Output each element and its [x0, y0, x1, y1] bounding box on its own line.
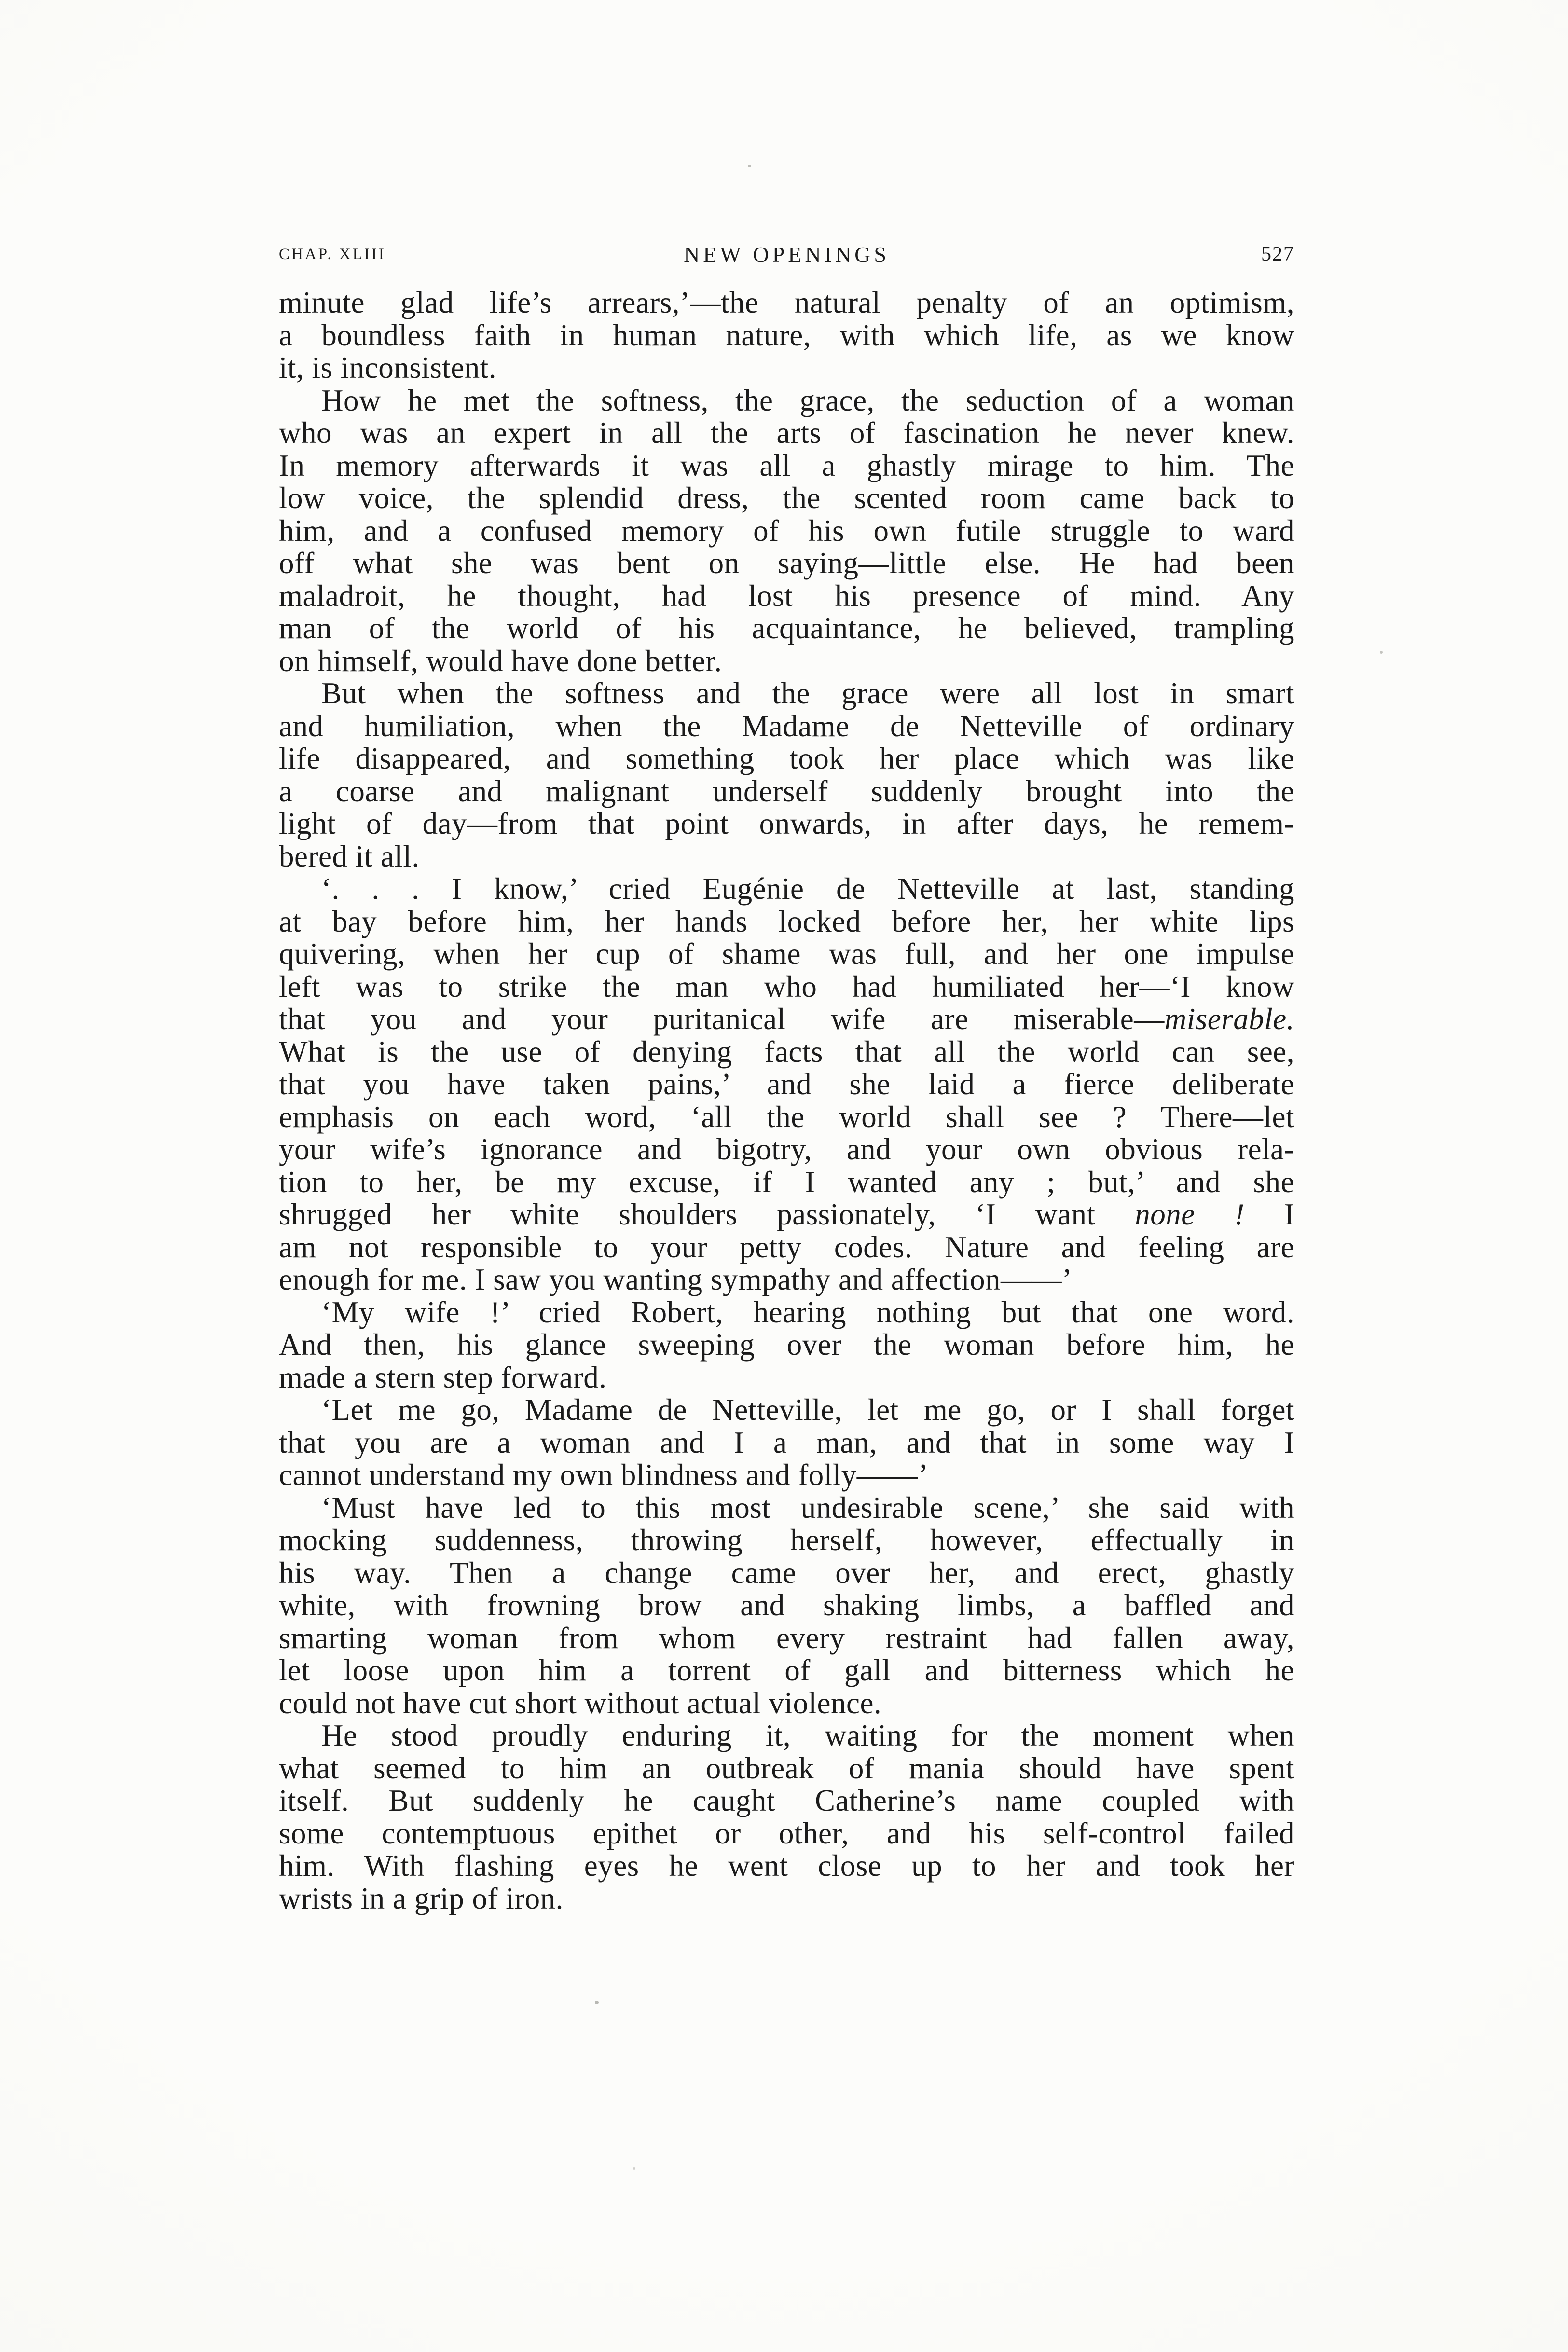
text-line: But when the softness and the grace were all lost in smart	[321, 676, 1294, 710]
text-line: ‘Let me go, Madame de Netteville, let me go, or I shall forget	[321, 1393, 1294, 1427]
text-line: that you have taken pains,’ and she laid a fierce deliberate	[279, 1067, 1294, 1101]
text-line: him. With flashing eyes he went close up to her and took her	[279, 1849, 1294, 1883]
text-line: his way. Then a change came over her, and erect, ghastly	[279, 1555, 1294, 1590]
text-line: minute glad life’s arrears,’—the natural penalty of an optimism,	[279, 286, 1294, 319]
text-line: enough for me. I saw you wanting sympathy and affection——’	[279, 1263, 1073, 1296]
text-line: maladroit, he thought, had lost his presence of mind. Any	[279, 578, 1294, 613]
text-line: at bay before him, her hands locked before her, her white lips	[279, 904, 1294, 938]
text-line: ‘My wife !’ cried Robert, hearing nothing but that one word.	[321, 1295, 1294, 1329]
paragraph	[279, 1296, 1294, 1394]
text-line: who was an expert in all the arts of fascination he never knew.	[279, 416, 1294, 450]
text-line: And then, his glance sweeping over the woman before him, he	[279, 1328, 1294, 1362]
page-number: 527	[1261, 243, 1294, 265]
text-line: it, is inconsistent.	[279, 351, 496, 385]
text-line: a boundless faith in human nature, with which life, as we know	[279, 318, 1294, 352]
text-line: quivering, when her cup of shame was full, and her one impulse	[279, 937, 1294, 971]
text-line: itself. But suddenly he caught Catherine’s name coupled with	[279, 1784, 1294, 1817]
text-line: shrugged her white shoulders passionately, ‘I want none ! I	[279, 1197, 1294, 1231]
text-line: and humiliation, when the Madame de Netteville of ordinary	[279, 709, 1294, 743]
text-line: light of day—from that point onwards, in after days, he remem-	[279, 807, 1294, 840]
text-line: What is the use of denying facts that all the world can see,	[279, 1034, 1294, 1069]
text-line: cannot understand my own blindness and folly——’	[279, 1458, 929, 1492]
text-line: bered it all.	[279, 839, 420, 873]
text-line: am not responsible to your petty codes. Nature and feeling are	[279, 1230, 1294, 1264]
text-line: How he met the softness, the grace, the seduction of a woman	[321, 383, 1294, 417]
text-line: mocking suddenness, throwing herself, however, effectually in	[279, 1523, 1294, 1557]
scan-speck-top	[748, 165, 751, 167]
text-line: what seemed to him an outbreak of mania should have spent	[279, 1751, 1294, 1785]
running-title: NEW OPENINGS	[684, 242, 890, 267]
text-line: smarting woman from whom every restraint had fallen away,	[279, 1621, 1294, 1655]
scan-speck-bottom	[595, 2001, 599, 2004]
text-line: low voice, the splendid dress, the scented room came back to	[279, 481, 1294, 515]
text-line: some contemptuous epithet or other, and his self-control failed	[279, 1816, 1294, 1850]
paragraph	[279, 1394, 1294, 1492]
text-line: tion to her, be my excuse, if I wanted any ; but,’ and she	[279, 1165, 1294, 1199]
paragraph	[279, 873, 1294, 1296]
paragraph	[279, 677, 1294, 873]
scan-speck-bottom-2	[633, 2167, 635, 2170]
paragraph	[279, 287, 1294, 385]
text-line: your wife’s ignorance and bigotry, and your own obvious rela-	[279, 1132, 1294, 1166]
text-line: He stood proudly enduring it, waiting for the moment when	[321, 1719, 1294, 1752]
text-line: ‘Must have led to this most undesirable scene,’ she said with	[321, 1490, 1294, 1525]
text-line: emphasis on each word, ‘all the world shall see ? There—let	[279, 1100, 1294, 1134]
paragraph	[279, 1719, 1294, 1915]
text-line: a coarse and malignant underself suddenly brought into the	[279, 774, 1294, 808]
paragraph	[279, 1492, 1294, 1720]
chapter-heading: CHAP. XLIII	[279, 246, 386, 263]
text-line: made a stern step forward.	[279, 1360, 607, 1394]
text-block	[279, 287, 1294, 1915]
text-line: left was to strike the man who had humiliated her—‘I know	[279, 969, 1294, 1004]
text-line: white, with frowning brow and shaking limbs, a baffled and	[279, 1588, 1294, 1622]
paragraph	[279, 385, 1294, 678]
text-line: him, and a confused memory of his own futile struggle to ward	[279, 513, 1294, 548]
text-line: wrists in a grip of iron.	[279, 1881, 564, 1915]
text-line: on himself, would have done better.	[279, 644, 722, 678]
text-line: man of the world of his acquaintance, he believed, trampling	[279, 611, 1294, 645]
text-line: could not have cut short without actual violence.	[279, 1686, 882, 1720]
text-line: that you and your puritanical wife are miserable—miserable.	[279, 1002, 1294, 1036]
page-header	[279, 235, 1294, 267]
text-line: life disappeared, and something took her place which was like	[279, 742, 1294, 775]
text-line: that you are a woman and I a man, and that in some way I	[279, 1425, 1294, 1459]
text-line: ‘. . . I know,’ cried Eugénie de Netteville at last, standing	[321, 872, 1294, 906]
scan-speck-right	[1380, 651, 1383, 654]
text-line: off what she was bent on saying—little else. He had been	[279, 546, 1294, 580]
text-line: let loose upon him a torrent of gall and bitterness which he	[279, 1653, 1294, 1687]
text-line: In memory afterwards it was all a ghastly mirage to him. The	[279, 448, 1294, 482]
